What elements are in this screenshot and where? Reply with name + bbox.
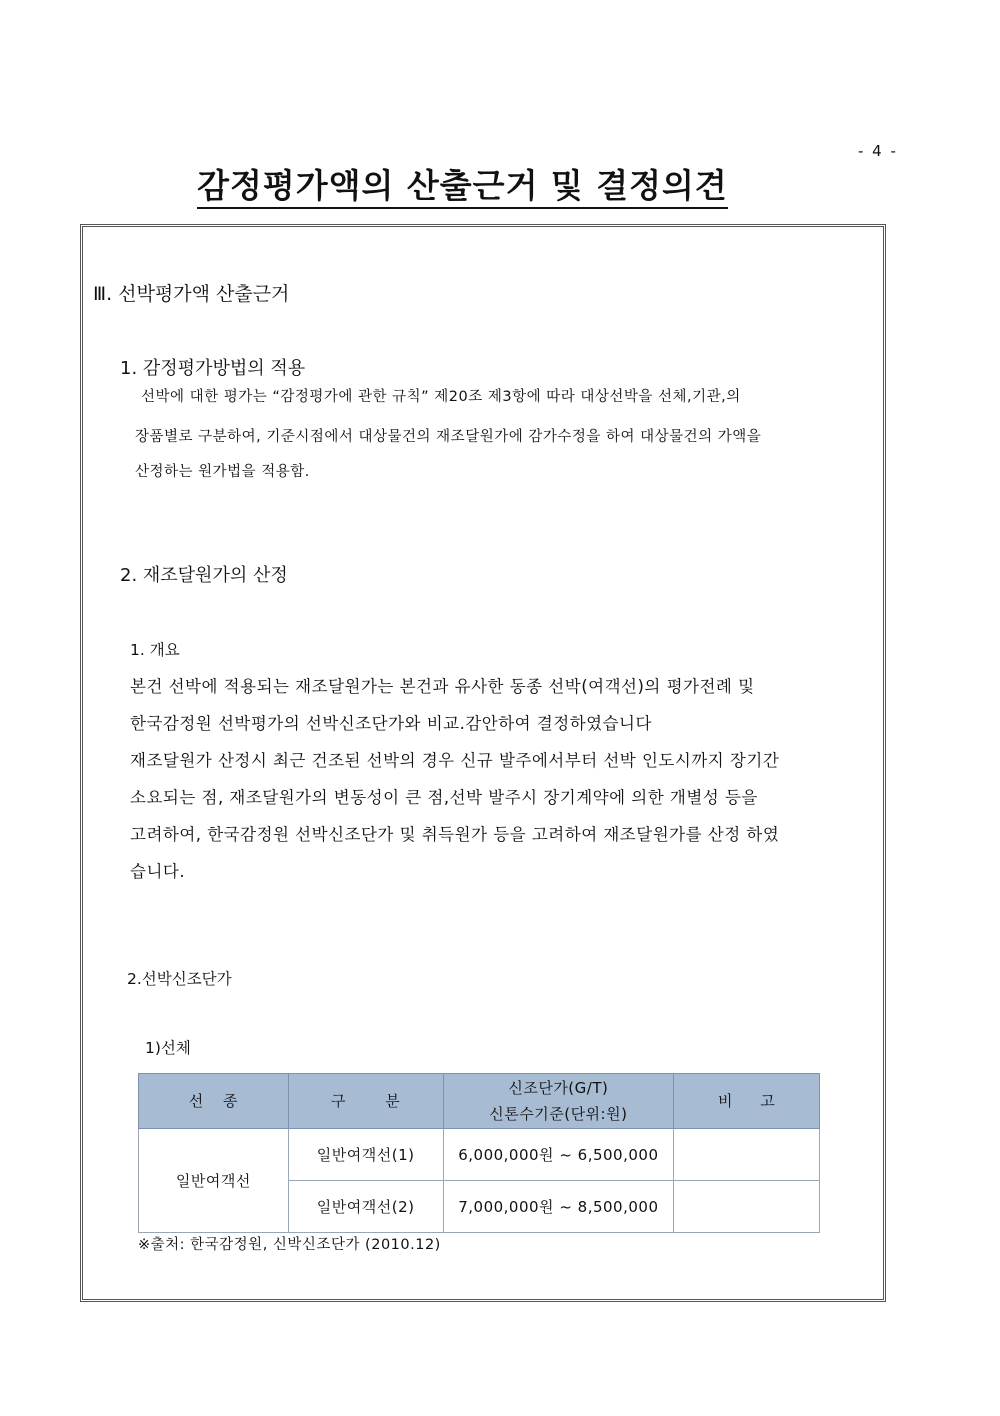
sub1-heading: 1. 감정평가방법의 적용	[120, 358, 306, 379]
sub1-line-1: 선박에 대한 평가는 “감정평가에 관한 규칙” 제20조 제3항에 따라 대상선박을 선체,기관,의	[141, 389, 741, 405]
document-title	[0, 160, 925, 207]
sub1-line-3: 산정하는 원가법을 적용함.	[135, 464, 310, 480]
unit-price-table	[138, 1073, 820, 1233]
source-note: ※출처: 한국감정원, 신박신조단가 (2010.12)	[138, 1237, 441, 1253]
content-frame	[80, 224, 886, 1302]
cell-price: 7,000,000원 ~ 8,500,000	[443, 1181, 674, 1233]
unit-price-heading: 2.선박신조단가	[127, 970, 232, 988]
header-category: 구 분	[288, 1074, 443, 1129]
cell-category: 일반여객선(1)	[288, 1129, 443, 1181]
overview-heading: 1. 개요	[130, 641, 180, 659]
page-number: - 4 -	[858, 142, 898, 160]
overview-line-1: 본건 선박에 적용되는 재조달원가는 본건과 유사한 동종 선박(여객선)의 평가전례 및	[130, 677, 755, 696]
overview-line-6: 습니다.	[130, 862, 186, 881]
cell-remarks	[674, 1181, 820, 1233]
overview-line-3: 재조달원가 산정시 최근 건조된 선박의 경우 신규 발주에서부터 선박 인도시까지 장기간	[130, 751, 780, 770]
section-heading: Ⅲ. 선박평가액 산출근거	[93, 283, 290, 305]
header-remarks: 비 고	[674, 1074, 820, 1129]
cell-remarks	[674, 1129, 820, 1181]
overview-line-2: 한국감정원 선박평가의 선박신조단가와 비교.감안하여 결정하였습니다	[130, 714, 652, 733]
cell-price: 6,000,000원 ~ 6,500,000	[443, 1129, 674, 1181]
table-header-row	[139, 1074, 820, 1129]
header-unit-price-line2: 신톤수기준(단위:원)	[489, 1105, 628, 1123]
overview-line-5: 고려하여, 한국감정원 선박신조단가 및 취득원가 등을 고려하여 재조달원가를 산정 하였	[130, 825, 780, 844]
table-row	[139, 1129, 820, 1181]
overview-line-4: 소요되는 점, 재조달원가의 변동성이 큰 점,선박 발주시 장기계약에 의한 개별성 등을	[130, 788, 758, 807]
cell-category: 일반여객선(2)	[288, 1181, 443, 1233]
header-unit-price	[443, 1074, 674, 1129]
header-unit-price-line1: 신조단가(G/T)	[508, 1079, 609, 1097]
header-ship-type: 선 종	[139, 1074, 289, 1129]
sub2-heading: 2. 재조달원가의 산정	[120, 565, 288, 586]
document-title-text: 감정평가액의 산출근거 및 결정의견	[197, 166, 728, 209]
sub1-line-2: 장품별로 구분하여, 기준시점에서 대상물건의 재조달원가에 감가수정을 하여 대상물건의 가액을	[135, 429, 762, 445]
cell-ship-type: 일반여객선	[139, 1129, 289, 1233]
hull-heading: 1)선체	[145, 1039, 191, 1057]
